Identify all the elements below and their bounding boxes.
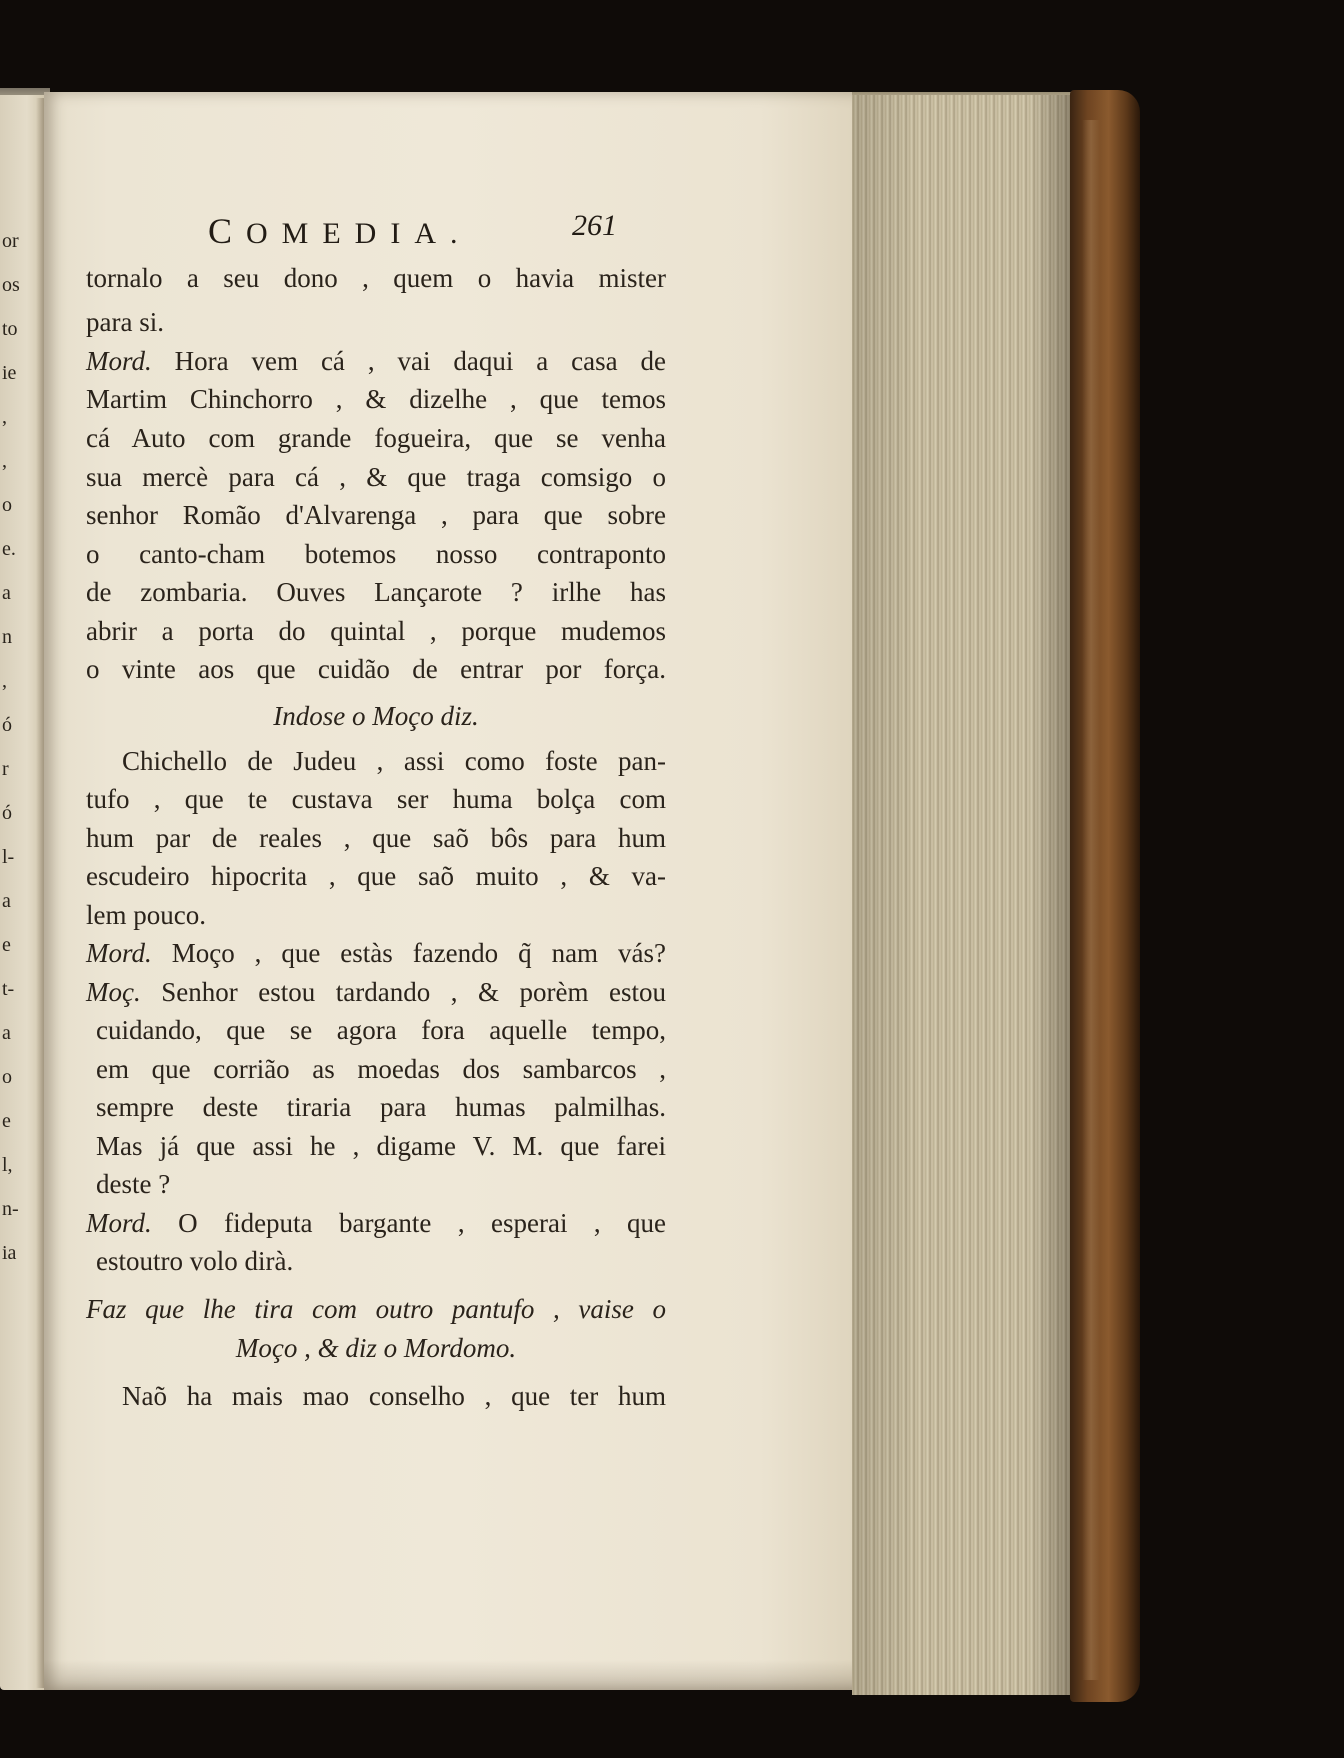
page-number: 261 (572, 209, 617, 242)
text-line (86, 498, 666, 532)
text-line (86, 421, 666, 455)
line-text: O fideputa bargante , esperai , que (178, 1208, 667, 1238)
left-page-fragment: n (2, 626, 12, 648)
stage-direction: Indose o Moço diz. (273, 701, 479, 731)
line-text: sua mercè para cá , & que traga comsigo o (86, 462, 666, 492)
left-page-fragment: o (2, 494, 12, 516)
text-line (86, 782, 666, 816)
left-page-fragment: a (2, 1022, 11, 1044)
line-text: Martim Chinchorro , & dizelhe , que temos (86, 384, 666, 414)
line-text: abrir a porta do quintal , porque mudemos (86, 616, 666, 646)
text-line (86, 1090, 666, 1124)
speaker-label: Mord. (86, 346, 152, 376)
left-page-fragment: os (2, 274, 20, 296)
line-text: o canto-cham botemos nosso contraponto (86, 539, 666, 569)
text-line (86, 975, 666, 1009)
text-line (86, 1379, 666, 1413)
text-line (86, 460, 666, 494)
left-page-fragment: a (2, 890, 11, 912)
line-text: de zombaria. Ouves Lançarote ? irlhe has (86, 577, 666, 607)
left-page-fragment: ó (2, 802, 12, 824)
line-text: Naõ ha mais mao conselho , que ter hum (122, 1381, 666, 1411)
text-line (86, 537, 666, 571)
left-page-fragment: e (2, 934, 11, 956)
left-page-fragment: l, (2, 1154, 13, 1176)
page-bottom-shadow (44, 1660, 858, 1690)
left-page-fragment: o (2, 1066, 12, 1088)
left-page-fragment: , (2, 450, 7, 472)
speaker-label: Mord. (86, 938, 152, 968)
running-head-rest: OMEDIA. (246, 217, 472, 250)
line-text: tufo , que te custava ser huma bolça com (86, 784, 666, 814)
left-page-fragment: e. (2, 538, 16, 560)
left-page-fragment: n- (2, 1198, 19, 1220)
left-page-fragment: ia (2, 1242, 17, 1264)
left-page-fragment: ie (2, 362, 17, 384)
leather-binding (1070, 90, 1140, 1702)
left-page-fragment: e (2, 1110, 11, 1132)
line-text: cá Auto com grande fogueira, que se venha (86, 423, 666, 453)
line-text: hum par de reales , que saõ bôs para hum (86, 823, 666, 853)
left-page-fragment: l- (2, 846, 15, 868)
line-text: para si. (86, 307, 164, 337)
text-line (86, 1167, 676, 1201)
left-page-fragment: a (2, 582, 11, 604)
text-line (86, 936, 666, 970)
line-text: Mas já que assi he , digame V. M. que farei (96, 1131, 666, 1161)
line-text: Hora vem cá , vai daqui a casa de (174, 346, 667, 376)
text-line (86, 305, 666, 339)
text-line (86, 382, 666, 416)
line-text: o vinte aos que cuidão de entrar por força. (86, 654, 666, 684)
stage-direction: Moço , & diz o Mordomo. (235, 1333, 517, 1363)
line-text: sempre deste tiraria para humas palmilhas. (96, 1092, 666, 1122)
line-text: estoutro volo dirà. (96, 1246, 294, 1276)
text-line (86, 859, 666, 893)
text-line (86, 1129, 666, 1163)
text-line (86, 1244, 676, 1278)
text-line (86, 614, 666, 648)
running-head (208, 210, 472, 252)
left-page-fragment: t- (2, 978, 15, 1000)
text-line (86, 898, 666, 932)
text-line (86, 1052, 666, 1086)
stage-direction: Faz que lhe tira com outro pantufo , vaise o (86, 1294, 666, 1324)
text-line (86, 575, 666, 609)
line-text: lem pouco. (86, 900, 206, 930)
line-text: Moço , que estàs fazendo q̃ nam vás? (171, 938, 666, 968)
text-line (86, 261, 666, 295)
text-line (86, 1013, 666, 1047)
page-stack-shade (852, 95, 1074, 1695)
running-head-initial: C (208, 211, 247, 251)
text-line (86, 1206, 666, 1240)
speaker-label: Mord. (86, 1208, 152, 1238)
line-text: tornalo a seu dono , quem o havia mister (86, 263, 666, 293)
text-line (86, 652, 666, 686)
left-page-fragment: , (2, 406, 7, 428)
left-page-fragment: r (2, 758, 9, 780)
text-line (86, 344, 666, 378)
speaker-label: Moç. (86, 977, 141, 1007)
line-text: escudeiro hipocrita , que saõ muito , & va- (86, 861, 666, 891)
binding-sheen (1082, 120, 1100, 1680)
line-text: Senhor estou tardando , & porèm estou (161, 977, 666, 1007)
line-text: Chichello de Judeu , assi como foste pan- (122, 746, 666, 776)
left-page-fragment: , (2, 670, 7, 692)
left-page-fragment: ó (2, 714, 12, 736)
line-text: cuidando, que se agora fora aquelle tempo, (96, 1015, 666, 1045)
line-text: deste ? (96, 1169, 171, 1199)
left-page-fragment: or (2, 230, 19, 252)
text-line (86, 744, 666, 778)
line-text: em que corrião as moedas dos sambarcos , (96, 1054, 666, 1084)
left-page-fragment: to (2, 318, 18, 340)
line-text: senhor Romão d'Alvarenga , para que sobre (86, 500, 666, 530)
text-line (86, 821, 666, 855)
